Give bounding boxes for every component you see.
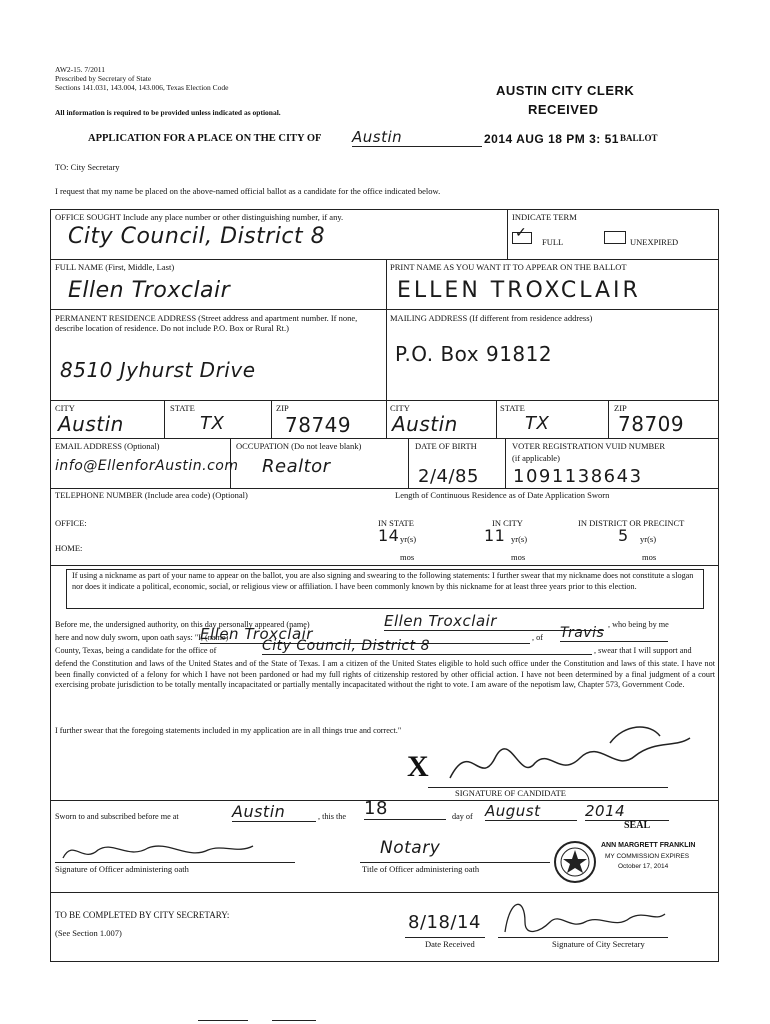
in-state-years: 14 [378,526,400,545]
residence-address-value: 8510 Jyhurst Drive [60,358,256,382]
date-received-value: 8/18/14 [408,912,481,933]
mailing-city-value: Austin [392,412,458,436]
oath-name-2: Ellen Troxclair [200,625,530,644]
oath-office: City Council, District 8 [262,638,592,655]
in-city-mos-unit: mos [511,552,526,562]
term-full-label: FULL [542,237,564,247]
to-city-secretary: TO: City Secretary [55,162,120,172]
in-district-label: IN DISTRICT OR PRECINCT [578,518,685,528]
dob-value: 2/4/85 [418,466,479,487]
notary-expiry: October 17, 2014 [618,863,669,870]
received-date-stamp: 2014 AUG 18 PM 3: 51 [484,132,619,146]
required-note: All information is required to be provided unless indicated as optional. [55,108,281,117]
in-state-mos-unit: mos [400,552,415,562]
in-city-years: 11 [484,526,506,545]
prescribed-line: Prescribed by Secretary of State [55,74,152,83]
officer-signature-label: Signature of Officer administering oath [55,864,189,874]
mailing-address-value: P.O. Box 91812 [395,342,553,366]
form-title: APPLICATION FOR A PLACE ON THE CITY OF [88,133,322,144]
sections-line: Sections 141.031, 143.004, 143.006, Texas Election Code [55,83,229,92]
secretary-section: (See Section 1.007) [55,928,122,938]
residence-address-label: PERMANENT RESIDENCE ADDRESS (Street address and apartment number. If none, describe location of residence. Do not include P.O. Box or Rural Rt.) [55,313,358,333]
secretary-label: TO BE COMPLETED BY CITY SECRETARY: [55,910,230,920]
oath-line-1: Before me, the undersigned authority, on this day personally appeared (name) [55,620,310,629]
city-label: CITY [55,403,75,413]
signature-x-mark: X [407,750,429,783]
full-name-value: Ellen Troxclair [68,278,231,303]
mailing-zip-value: 78709 [618,412,685,436]
candidate-signature-icon [440,718,700,790]
officer-title-label: Title of Officer administering oath [362,864,480,874]
notary-seal-icon [553,840,597,884]
in-district-yrs-unit: yr(s) [640,534,657,544]
date-received-label: Date Received [425,939,475,949]
email-value: info@EllenforAustin.com [55,458,239,474]
term-unexpired-label: UNEXPIRED [630,237,679,247]
residence-length-label: Length of Continuous Residence as of Date Application Sworn [395,490,610,500]
zip-label: ZIP [276,403,289,413]
mailing-zip-label: ZIP [614,403,627,413]
occupation-label: OCCUPATION (Do not leave blank) [236,441,362,451]
ballot-name-label: PRINT NAME AS YOU WANT IT TO APPEAR ON THE BALLOT [390,262,627,272]
sworn-day: 18 [364,798,446,820]
candidate-signature-label: SIGNATURE OF CANDIDATE [455,788,566,798]
notary-name: ANN MARGRETT FRANKLIN [601,842,696,849]
oath-line-2: here and now duly sworn, upon oath says: "I, (name) [55,633,229,642]
request-line: I request that my name be placed on the above-named official ballot as a candidate for the office indicated below. [55,186,441,196]
mailing-state-label: STATE [500,403,525,413]
office-sought-label: OFFICE SOUGHT Include any place number or other distinguishing number, if any. [55,212,344,222]
received-stamp: RECEIVED [528,102,599,117]
full-name-label: FULL NAME (First, Middle, Last) [55,262,175,272]
vuid-label: VOTER REGISTRATION VUID NUMBER [512,441,666,451]
oath-body: defend the Constitution and laws of the United States and of the State of Texas. I am a citizen of the United States eligible to hold such office under the Constitution and laws of this state. I have not been finally convicted of a felony for which I have not been pardoned or had my full rights of citizenship restored by other official action. I have not been determined by a final judgment of a court exercising probate jurisdiction to be totally mentally incapacitated or partially mentally incapacitated without the right to vote. I am aware of the nepotism law, Chapter 573, Government Code. [55,659,715,690]
oath-line-3: County, Texas, being a candidate for the office of [55,646,217,655]
title-city-handwritten: Austin [352,128,482,147]
form-code: AW2-15. 7/2011 [55,65,105,74]
officer-title-value: Notary [380,838,441,858]
office-phone-label: OFFICE: [55,518,87,528]
in-district-mos-unit: mos [642,552,657,562]
in-city-label: IN CITY [492,518,523,528]
city-value: Austin [58,412,124,436]
sworn-line: Sworn to and subscribed before me at [55,812,179,821]
indicate-term-label: INDICATE TERM [512,212,577,222]
notary-commission: MY COMMISSION EXPIRES [605,853,690,860]
title-ballot: BALLOT [620,133,658,143]
term-full-checkbox[interactable] [512,226,532,244]
term-unexpired-checkbox[interactable] [604,231,626,244]
sworn-month: August [485,802,577,821]
sworn-place: Austin [232,802,316,822]
sworn-year: 2014 [585,802,669,821]
secretary-signature-label: Signature of City Secretary [552,939,645,949]
in-city-yrs-unit: yr(s) [511,534,528,544]
office-sought-value: City Council, District 8 [68,224,326,249]
sworn-this-the: , this the [318,812,346,821]
sworn-day-of: day of [452,812,473,821]
oath-of: , of [532,633,543,642]
clerk-stamp: AUSTIN CITY CLERK [496,83,635,98]
state-value: TX [200,413,225,434]
zip-value: 78749 [285,413,352,437]
home-phone-label: HOME: [55,543,83,553]
in-state-label: IN STATE [378,518,414,528]
dob-label: DATE OF BIRTH [415,441,477,451]
in-state-yrs-unit: yr(s) [400,534,417,544]
oath-name-1: Ellen Troxclair [384,612,604,631]
mailing-city-label: CITY [390,403,410,413]
oath-county: Travis [560,625,668,642]
mailing-address-label: MAILING ADDRESS (If different from residence address) [390,313,593,323]
oath-line-1b: , who being by me [608,620,669,629]
ballot-name-value: ELLEN TROXCLAIR [397,278,641,303]
check-mark-icon: ✓ [515,226,527,241]
oath-line-3b: , swear that I will support and [594,646,692,655]
vuid-sub-label: (if applicable) [512,453,560,463]
vuid-value: 1091138643 [513,466,643,487]
seal-label: SEAL [624,820,651,831]
further-swear: I further swear that the foregoing statements included in my application are in all things true and correct." [55,726,402,735]
phone-label: TELEPHONE NUMBER (Include area code) (Optional) [55,490,248,500]
occupation-value: Realtor [262,456,331,477]
nickname-statement: If using a nickname as part of your name to appear on the ballot, you are also signing and swearing to the following statements: I further swear that my nickname does not constitute a slogan nor does it indicate a political, economic, social, or religious view or affiliation. I have been commonly known by this nickname for at least three years prior to this election. [72,571,694,591]
mailing-state-value: TX [525,413,550,434]
secretary-signature-icon [500,892,670,942]
email-label: EMAIL ADDRESS (Optional) [55,441,160,451]
state-label: STATE [170,403,195,413]
in-district-years: 5 [618,526,629,545]
